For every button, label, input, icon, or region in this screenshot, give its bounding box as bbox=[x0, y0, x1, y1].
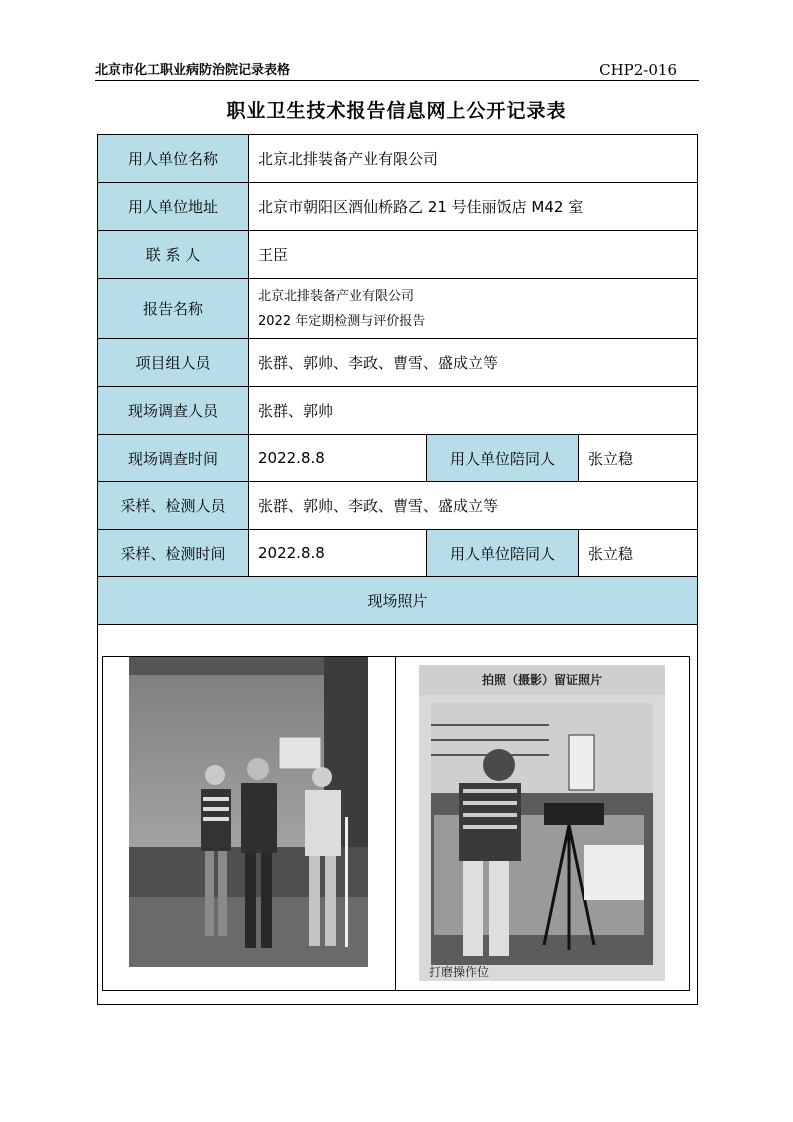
organization-name: 北京市化工职业病防治院记录表格 bbox=[95, 63, 291, 78]
photo-caption-bottom: 打磨操作位 bbox=[429, 965, 490, 979]
survey-staff-label: 现场调查人员 bbox=[98, 387, 249, 435]
employer-address-value: 北京市朝阳区酒仙桥路乙 21 号佳丽饭店 M42 室 bbox=[249, 183, 697, 231]
document-title: 职业卫生技术报告信息网上公开记录表 bbox=[226, 100, 567, 122]
form-code: CHP2-016 bbox=[599, 61, 677, 79]
survey-time-label: 现场调查时间 bbox=[98, 435, 249, 482]
contact-label: 联 系 人 bbox=[98, 231, 249, 279]
employer-address-label: 用人单位地址 bbox=[98, 183, 249, 231]
employer-name-value: 北京北排装备产业有限公司 bbox=[249, 135, 697, 183]
photo-caption-top: 拍照（摄影）留证照片 bbox=[481, 673, 602, 687]
report-name-value bbox=[249, 279, 697, 339]
report-name-line1: 北京北排装备产业有限公司 bbox=[258, 288, 415, 304]
survey-escort-value: 张立稳 bbox=[579, 435, 697, 482]
contact-value: 王臣 bbox=[249, 231, 697, 279]
sampling-staff-label: 采样、检测人员 bbox=[98, 482, 249, 530]
report-name-line2: 2022 年定期检测与评价报告 bbox=[258, 313, 426, 329]
photo-divider bbox=[395, 657, 396, 990]
site-photo-group bbox=[129, 657, 368, 967]
sampling-escort-value: 张立稳 bbox=[579, 530, 697, 577]
sampling-time-value: 2022.8.8 bbox=[249, 530, 427, 577]
sampling-staff-value: 张群、郭帅、李政、曹雪、盛成立等 bbox=[249, 482, 697, 530]
photos-section-label: 现场照片 bbox=[98, 577, 697, 625]
page-header bbox=[95, 58, 699, 81]
sampling-time-label: 采样、检测时间 bbox=[98, 530, 249, 577]
photo-area bbox=[102, 656, 690, 991]
survey-time-value: 2022.8.8 bbox=[249, 435, 427, 482]
sampling-escort-label: 用人单位陪同人 bbox=[427, 530, 579, 577]
project-members-label: 项目组人员 bbox=[98, 339, 249, 387]
project-members-value: 张群、郭帅、李政、曹雪、盛成立等 bbox=[249, 339, 697, 387]
site-photo-sampling bbox=[419, 665, 665, 981]
employer-name-label: 用人单位名称 bbox=[98, 135, 249, 183]
report-name-label: 报告名称 bbox=[98, 279, 249, 339]
survey-staff-value: 张群、郭帅 bbox=[249, 387, 697, 435]
record-form bbox=[97, 134, 698, 1005]
survey-escort-label: 用人单位陪同人 bbox=[427, 435, 579, 482]
